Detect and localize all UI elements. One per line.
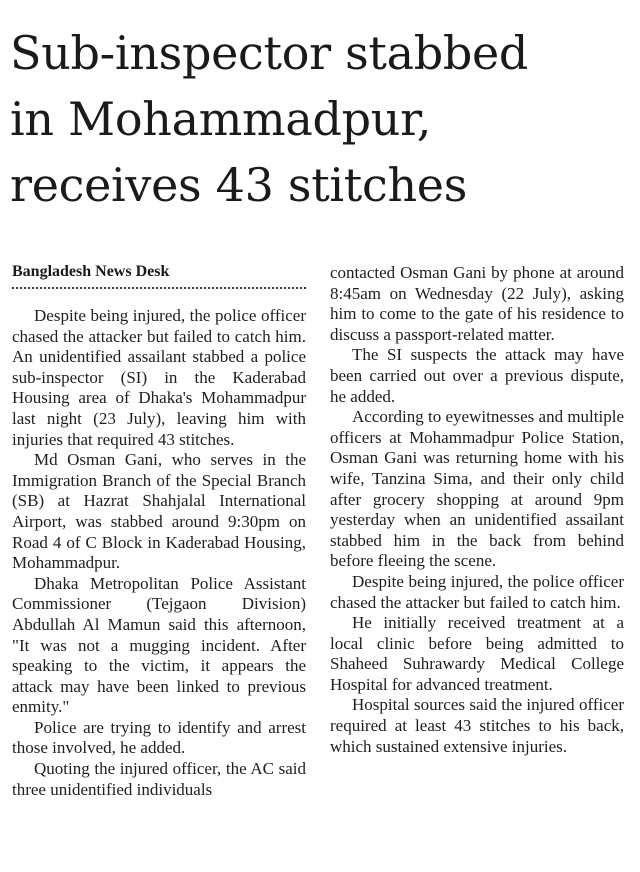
article-headline	[10, 20, 630, 218]
byline: Bangladesh News Desk	[12, 263, 170, 280]
body-paragraph: The SI suspects the attack may have been carried out over a previous dispute, he added.	[330, 345, 624, 406]
headline-line: receives 43 stitches	[10, 158, 468, 212]
body-paragraph: Md Osman Gani, who serves in the Immigration Branch of the Special Branch (SB) at Hazrat Shahjalal International Airport, was stabbed around 9:30pm on Road 4 of C Block in Kaderabad Housing, Mohammadpur.	[12, 450, 306, 573]
left-column-body	[12, 306, 306, 800]
headline-line: in Mohammadpur,	[10, 92, 432, 146]
headline-line: Sub-inspector stabbed	[10, 26, 529, 80]
body-paragraph: He initially received treatment at a local clinic before being admitted to Shaheed Suhrawardy Medical College Hospital for advanced treatment.	[330, 613, 624, 694]
right-column-body	[330, 263, 624, 757]
body-paragraph: Police are trying to identify and arrest those involved, he added.	[12, 717, 306, 758]
body-paragraph: Quoting the injured officer, the AC said three unidentified individuals	[12, 759, 306, 799]
body-paragraph-continued: contacted Osman Gani by phone at around 8:45am on Wednesday (22 July), asking him to come to the gate of his residence to discuss a passport-related matter.	[330, 263, 624, 344]
body-paragraph: According to eyewitnesses and multiple officers at Mohammadpur Police Station, Osman Gani was returning home with his wife, Tanzina Sima, and their only child after grocery shopping at around 9pm yesterday when an unidentified assailant stabbed him in the back from behind before fleeing the scene.	[330, 407, 624, 571]
byline-divider	[12, 287, 306, 289]
body-paragraph: Despite being injured, the police officer chased the attacker but failed to catch him.	[330, 571, 624, 612]
body-paragraph: Hospital sources said the injured officer required at least 43 stitches to his back, which sustained extensive injuries.	[330, 695, 624, 756]
body-paragraph: Dhaka Metropolitan Police Assistant Commissioner (Tejgaon Division) Abdullah Al Mamun said this afternoon, "It was not a mugging incident. After speaking to the victim, it appears the attack may have been linked to previous enmity."	[12, 573, 306, 717]
body-paragraph: Despite being injured, the police officer chased the attacker but failed to catch him. An unidentified assailant stabbed a police sub-inspector (SI) in the Kaderabad Housing area of Dhaka's Mohammadpur last night (23 July), leaving him with injuries that required 43 stitches.	[12, 306, 306, 449]
